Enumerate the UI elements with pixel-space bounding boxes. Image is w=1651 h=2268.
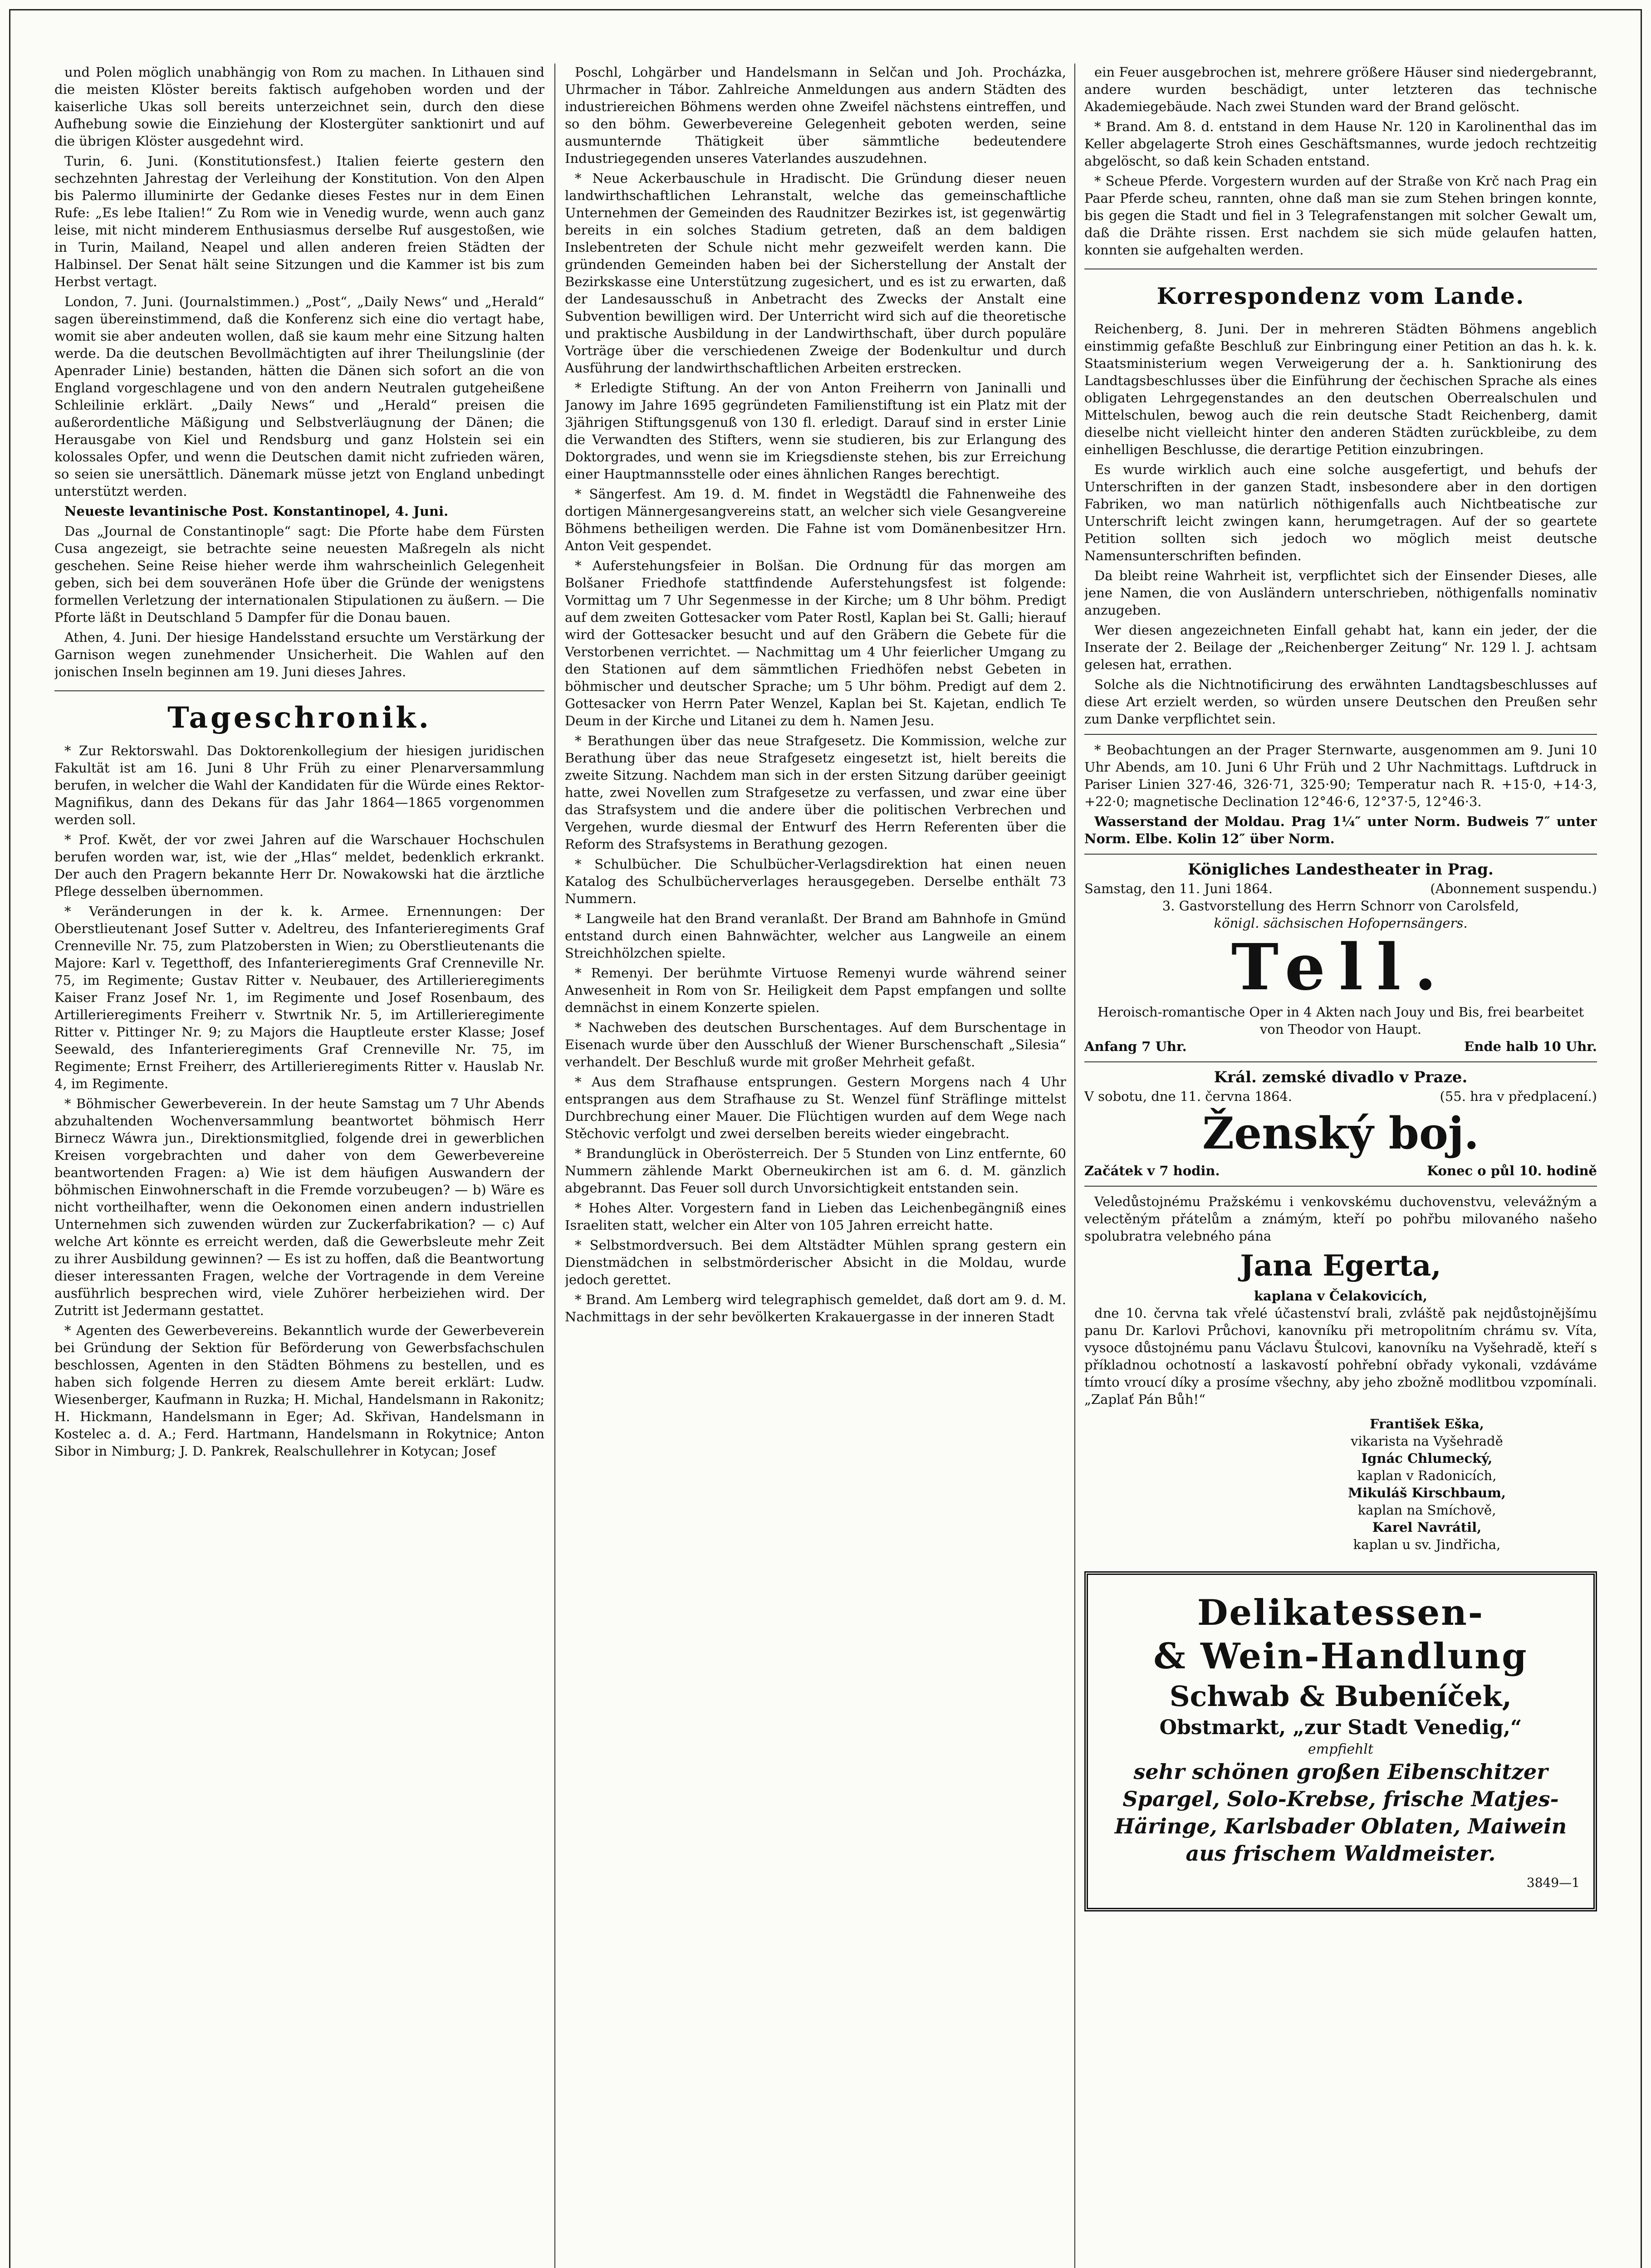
news-item: * Sängerfest. Am 19. d. M. findet in Wegstädtl die Fahnenweihe des dortigen Männergesangvereins statt, an welcher sich viele Gesangvereine Böhmens betheiligen werden. Die Fahne ist vom Domänenbesitzer Hrn. Anton Veit gespendet. [565, 486, 1066, 553]
news-item: * Scheue Pferde. Vorgestern wurden auf der Straße von Krč nach Prag ein Paar Pferde scheu, rannten, ohne daß man sie zum Stehen bringen konnte, bis gegen die Stadt und fiel in 3 Telegrafenstangen mit solcher Gewalt um, daß die Drähte rissen. Erst nachdem sie sich müde gelaufen hatten, konnten sie aufgehalten werden. [1084, 173, 1597, 258]
ad-reference: 3849—1 [1526, 1875, 1580, 1890]
article-heading: Neueste levantinische Post. Konstantinopel, 4. Juni. [64, 503, 449, 519]
news-item: * Schulbücher. Die Schulbücher-Verlagsdirektion hat einen neuen Katalog des Schulbücherverlages herausgegeben. Derselbe enthält 73 Nummern. [565, 856, 1066, 906]
divider [1084, 1061, 1597, 1062]
thanks-name: Jana Egerta, [1240, 1249, 1441, 1283]
news-item: * Veränderungen in der k. k. Armee. Ernennungen: Der Oberstlieutenant Josef Sutter v. Adeltreu, des Infanterieregiments Graf Crenneville Nr. 75, zum Platzobersten in Wien; zu Oberstlieutenants die Majore: Karl v. Tegetthoff, des Infanterieregiments Graf Crenneville Nr. 75, im Regimente; Gustav Ritter v. Neubauer, des Artillerieregiments Kaiser Franz Josef Nr. 1, im Regimente und Josef Rosenbaum, des Artillerieregiments Freiherr v. Stwrtnik Nr. 5, im Artillerieregimente Ritter v. Pittinger Nr. 9; zu Majors die Hauptleute erster Klasse; Josef Seewald, des Infanterieregiments Graf Crenneville Nr. 75, im Regimente; Ernst Freiherr, des Artillerieregiments Ritter v. Hauslab Nr. 4, im Regimente. [54, 904, 544, 1091]
news-item: * Brand. Am 8. d. entstand in dem Hause Nr. 120 in Karolinenthal das im Keller abgelagerte Stroh eines Geschäftsmannes, wurde jedoch rechtzeitig abgelöscht, so daß kein Schaden entstand. [1084, 119, 1597, 169]
advertisement [1084, 1571, 1597, 1911]
divider [1084, 734, 1597, 735]
play-title: Tell. [1231, 930, 1450, 1005]
article-reichenberg: Reichenberg, 8. Juni. Der in mehreren Städten Böhmens angeblich einstimmig gefaßte Beschluß zur Einbringung einer Petition an das h. k. k. Staatsministerium wegen Verweigerung der a. h. Sanktionirung des Landtagsbeschlusses über die Einführung der čechischen Sprache als eines obligaten Lehrgegenstandes an den deutschen Oberrealschulen und Mittelschulen, bewog auch die rein deutsche Stadt Reichenberg, damit dieselbe nicht vielleicht hinter den anderen Städten zurückbleibe, zu dem einhelligen Beschlusse, die derartige Petition einzubringen. [1084, 321, 1597, 457]
article-paragraph: Wer diesen angezeichneten Einfall gehabt hat, kann ein jeder, der die Inserate der 2. Beilage der „Reichenberger Zeitung“ Nr. 129 l. J. achtsam gelesen hat, errathen. [1084, 622, 1597, 672]
article-athen: Athen, 4. Juni. Der hiesige Handelsstand ersuchte um Verstärkung der Garnison wegen zunehmender Unsicherheit. Die Wahlen auf den jonischen Inseln beginnen am 19. Juni dieses Jahres. [54, 630, 544, 679]
ad-firm: Schwab & Bubeníček, [1169, 1680, 1512, 1713]
theater-title: Königliches Landestheater in Prag. [1188, 860, 1494, 879]
weather-observations: * Beobachtungen an der Prager Sternwarte, ausgenommen am 9. Juni 10 Uhr Abends, am 10. Juni 6 Uhr Früh und 2 Uhr Nachmittags. Luftdruck in Pariser Linien 327·46, 326·71, 325·90; Temperatur nach R. +15·0, +14·3, +22·0; magnetische Declination 12°46·6, 12°37·5, 12°46·3. [1084, 742, 1597, 809]
news-item: * Neue Ackerbauschule in Hradischt. Die Gründung dieser neuen landwirthschaftlichen Lehranstalt, welche das gemeinschaftliche Unternehmen der Gemeinden des Raudnitzer Bezirkes ist, ist gegenwärtig bereits in ein solches Stadium getreten, daß an dem baldigen Inslebentreten der Schule nicht mehr gezweifelt werden kann. Die gründenden Gemeinden haben bei der Sicherstellung der Anstalt der Bezirkskasse eine Unterstützung zugesichert, und es ist zu erwarten, daß der Landesausschuß in Anbetracht des Zwecks der Anstalt eine Subvention bewilligen wird. Der Unterricht wird sich auf die theoretische und praktische Ausbildung in der Landwirthschaft, über durch populäre Vorträge über die verschiedenen Zweige der Bodenkultur und durch Ausführung der landwirthschaftlichen Arbeiten erstrecken. [565, 171, 1066, 376]
signer: Ignác Chlumecký, [1361, 1451, 1493, 1466]
signer: Karel Navrátil, [1372, 1520, 1482, 1535]
theater-date: Samstag, den 11. Juni 1864. [1084, 881, 1273, 896]
cz-start: Začátek v 7 hodin. [1084, 1163, 1220, 1178]
news-item: Poschl, Lohgärber und Handelsmann in Selčan und Joh. Procházka, Uhrmacher in Tábor. Zahlreiche Anmeldungen aus andern Städten des industriereichen Böhmens werden ohne Zweifel nächstens eintreffen, und so den böhm. Gewerbevereine Gelegenheit geboten werden, seine ausmunternde Thätigkeit über sämmtliche bedeutendere Industriegegenden unseres Vaterlandes auszudehnen. [565, 64, 1066, 166]
news-item: * Prof. Kwět, der vor zwei Jahren auf die Warschauer Hochschulen berufen worden war, ist, wie der „Hlas“ meldet, bedenklich erkrankt. Der auch den Pragern bekannte Herr Dr. Nowakowski hat die ärztliche Pflege desselben übernommen. [54, 832, 544, 899]
news-item: * Berathungen über das neue Strafgesetz. Die Kommission, welche zur Berathung über das neue Strafgesetz eingesetzt ist, hielt bereits die zweite Sitzung. Nachdem man sich in der ersten Sitzung darüber geeinigt hatte, zwei Novellen zum Strafgesetze zu verfassen, und zwar eine über das Strafsystem und die andere über die politischen Verbrechen und Vergehen, wurde diesmal der Entwurf des Herrn Referenten über die Reform des Strafsystems in Berathung gezogen. [565, 733, 1066, 852]
news-item: * Erledigte Stiftung. An der von Anton Freiherrn von Janinalli und Janowy im Jahre 1695 gegründeten Familienstiftung ist ein Platz mit der 3jährigen Stiftungsgenuß von 130 fl. erledigt. Darauf sind in erster Linie die Verwandten des Stifters, wenn sie studieren, bis zur Erlangung des Doktorgrades, und wenn sie im Kriegsdienste stehen, bis zur Erreichung einer Hauptmannsstelle oder eines ähnlichen Ranges berechtigt. [565, 380, 1066, 482]
theater-date-row [1084, 880, 1597, 897]
divider [1084, 1186, 1597, 1187]
signer-role: kaplan na Smíchově, [1357, 1502, 1496, 1518]
divider [1084, 854, 1597, 855]
article-levant: Das „Journal de Constantinople“ sagt: Die Pforte habe dem Fürsten Cusa angezeigt, sie betrachte seine neuesten Maßregeln als nicht geschehen. Seine Reise hieher werde ihm wahrscheinlich Gelegenheit geben, sich bei dem souveränen Hofe über die Gründe der wenigstens formellen Verletzung der internationalen Stipulationen zu äußern. — Die Pforte läßt in Deutschland 5 Dampfer für die Donau bauen. [54, 523, 544, 625]
news-item: ein Feuer ausgebrochen ist, mehrere größere Häuser sind niedergebrannt, andere wurden beschädigt, unter letzteren das technische Akademiegebäude. Nach zwei Stunden ward der Brand gelöscht. [1084, 64, 1597, 114]
ad-title: Delikatessen- [1197, 1592, 1484, 1633]
ad-title: & Wein-Handlung [1153, 1636, 1528, 1677]
section-title-tageschronik: Tageschronik. [54, 690, 544, 736]
theater-abo: (Abonnement suspendu.) [1430, 881, 1597, 896]
play-times [1084, 1038, 1597, 1055]
news-item: * Selbstmordversuch. Bei dem Altstädter Mühlen sprang gestern ein Dienstmädchen in selbstmörderischer Absicht in die Moldau, wurde jedoch gerettet. [565, 1237, 1066, 1287]
column-rule [1074, 64, 1075, 2268]
column-2 [565, 64, 1066, 2268]
signer: František Eška, [1369, 1416, 1484, 1432]
article-london: London, 7. Juni. (Journalstimmen.) „Post“, „Daily News“ und „Herald“ sagen übereinstimmend, daß die Konferenz sich eine dio vertagt habe, womit sie aber andeuten wollen, daß sie kaum mehr eine Sitzung halten werde. Da die deutschen Bevollmächtigten auf ihrer Theilungslinie (der Apenrader Linie) bestanden, hätten die Dänen sich sofort an die von England vorgeschlagene und von den andern Neutralen gutgeheißene Schleilinie erklärt. „Daily News“ und „Herald“ preisen die außerordentliche Mäßigung und Selbstverläugnung der Dänen; die Herausgabe von Kiel und Rendsburg und ganz Holstein sei ein kolossales Opfer, und wenn die Deutschen damit nicht zufrieden wären, so seien sie unersättlich. Dänemark müsse jetzt von England unbedingt unterstützt werden. [54, 294, 544, 499]
water-level: Wasserstand der Moldau. Prag 1¼″ unter Norm. Budweis 7″ unter Norm. Elbe. Kolin 12″ über Norm. [1084, 814, 1597, 846]
play-description: Heroisch-romantische Oper in 4 Akten nach Jouy und Bis, frei bearbeitet von Theodor von Haupt. [1097, 1004, 1584, 1037]
signer-role: kaplan u sv. Jindřicha, [1353, 1537, 1501, 1552]
section-title-korrespondenz: Korrespondenz vom Lande. [1084, 269, 1597, 314]
news-item: * Agenten des Gewerbevereins. Bekanntlich wurde der Gewerbeverein bei Gründung der Sektion für Beförderung von Gewerbsfachschulen beschlossen, Agenten in den Städten Böhmens zu bestellen, und es haben sich folgende Herren zu diesem Amte bereit erklärt: Ludw. Wiesenberger, Kaufmann in Ruzka; H. Michal, Handelsmann in Rakonitz; H. Hickmann, Handelsmann in Eger; Ad. Skřivan, Handelsmann in Kostelec a. d. A.; Ferd. Hartmann, Handelsmann in Rokytnice; Anton Sibor in Nimburg; J. D. Pankrek, Realschullehrer in Kotycan; Josef [54, 1323, 544, 1459]
signers-list [1257, 1415, 1597, 1553]
news-item: * Brand. Am Lemberg wird telegraphisch gemeldet, daß dort am 9. d. M. Nachmittags in der sehr bevölkerten Krakauergasse in der inneren Stadt [565, 1292, 1066, 1325]
thanks-text: dne 10. června tak vřelé účastenství brali, zvláště pak nejdůstojnějšímu panu Dr. Karlovi Průchovi, kanovníku při metropolitním chrámu sv. Víta, vysoce důstojnému panu Václavu Štulcovi, kanovníku na Vyšehradě, kteří s příkladnou ochotností a laskavostí pohřební obřady vykonali, vzdáváme tímto vroucí díky a prosíme všechny, aby jeho zbožně modlitbou vzpomínali. „Zaplať Pán Bůh!“ [1084, 1305, 1597, 1407]
news-item: * Aus dem Strafhause entsprungen. Gestern Morgens nach 4 Uhr entsprangen aus dem Strafhause zu St. Wenzel fünf Sträflinge mittelst Durchbrechung einer Mauer. Die Flüchtigen wurden auf dem Wege nach Stěchovic verfolgt und zwei derselben bereits wieder eingebracht. [565, 1074, 1066, 1141]
news-item: * Hohes Alter. Vorgestern fand in Lieben das Leichenbegängniß eines Israeliten statt, welcher ein Alter von 105 Jahren erreicht hatte. [565, 1200, 1066, 1233]
theater-guest: 3. Gastvorstellung des Herrn Schnorr von Carolsfeld, [1162, 898, 1519, 914]
article-turin: Turin, 6. Juni. (Konstitutionsfest.) Italien feierte gestern den sechzehnten Jahrestag der Verleihung der Konstitution. Von den Alpen bis Palermo illuminirte der Gedanke dieses Festes nur in dem Einen Rufe: „Es lebe Italien!“ Zu Rom wie in Venedig wurde, wenn auch ganz leise, mit nicht minderem Enthusiasmus derselbe Ruf ausgestoßen, wie in Turin, Mailand, Neapel und allen anderen freien Städten der Halbinsel. Der Senat hält seine Sitzungen und die Kammer ist bis zum Herbst vertagt. [54, 153, 544, 289]
signer-role: kaplan v Radonicích, [1357, 1468, 1497, 1483]
column-3 [1084, 64, 1597, 2268]
signer: Mikuláš Kirschbaum, [1347, 1485, 1506, 1501]
ad-products: sehr schönen großen Eibenschitzer Spargel, Solo-Krebse, frische Matjes-Häringe, Karlsbader Oblaten, Maiwein aus frischem Waldmeister. [1114, 1760, 1567, 1866]
thanks-role: kaplana v Čelakovicích, [1254, 1288, 1428, 1304]
thanks-intro: Veledůstojnému Pražskému i venkovskému duchovenstvu, velevážným a velectěným přátelům a známým, kteří po pohřbu milovaného našeho spolubratra velebného pána [1084, 1194, 1597, 1244]
cz-date: V sobotu, dne 11. června 1864. [1084, 1089, 1293, 1104]
cz-times [1084, 1162, 1597, 1179]
article-paragraph: und Polen möglich unabhängig von Rom zu machen. In Lithauen sind die meisten Klöster bereits faktisch aufgehoben worden und der kaiserliche Ukas soll bereits unterzeichnet sein, durch den diese Aufhebung sowie die Einziehung der Klostergüter sanktionirt und auf die übrigen Klöster ausgedehnt wird. [54, 64, 544, 149]
column-rule [554, 64, 555, 2268]
article-paragraph: Da bleibt reine Wahrheit ist, verpflichtet sich der Einsender Dieses, alle jene Namen, die von Ausländern unterschrieben, nöthigenfalls nominativ anzugeben. [1084, 568, 1597, 618]
news-item: * Zur Rektorswahl. Das Doktorenkollegium der hiesigen juridischen Fakultät ist am 16. Juni 8 Uhr Früh zu einer Plenarversammlung berufen, in welcher die Wahl der Kandidaten für die Würde eines Rektor-Magnifikus, dann des Dekans für das Jahr 1864—1865 vorgenommen werden soll. [54, 743, 544, 827]
column-1 [54, 64, 544, 2268]
cz-date-row [1084, 1088, 1597, 1105]
news-item: * Auferstehungsfeier in Bolšan. Die Ordnung für das morgen am Bolšaner Friedhofe stattfindende Auferstehungsfest ist folgende: Vormittag um 7 Uhr Segenmesse in der Kirche; um 8 Uhr böhm. Predigt auf dem zweiten Gottesacker vom Pater Rostl, Kaplan bei St. Galli; hierauf wird der Gottesacker besucht und auf den Gräbern die Gebete für die Verstorbenen verrichtet. — Nachmittag um 4 Uhr feierlicher Umgang zu den Stationen auf dem sämmtlichen Friedhöfen nebst Gebeten in böhmischer und deutscher Sprache; um 5 Uhr böhm. Predigt auf dem 2. Gottesacker von Herrn Pater Wenzel, Kaplan bei St. Kajetan, endlich Te Deum in der Kirche und Litanei zu dem h. Namen Jesu. [565, 558, 1066, 728]
article-paragraph: Solche als die Nichtnotificirung des erwähnten Landtagsbeschlusses auf diese Art erzielt werden, so würden unsere Deutschen den Preußen sehr zum Danke verpflichtet sein. [1084, 677, 1597, 727]
theater-guest-title: königl. sächsischen Hofopernsängers. [1214, 915, 1468, 931]
article-paragraph: Es wurde wirklich auch eine solche ausgefertigt, und behufs der Unterschriften in der ganzen Stadt, insbesondere aber in den dortigen Fabriken, wo man natürlich nöthigenfalls auch Nichtbeatische zur Unterschrift leicht zwingen kann, herumgetragen. Auf der so geartete Petition sollten sich jedoch wo möglich meist deutsche Namensunterschriften befinden. [1084, 462, 1597, 563]
ad-recommends: empfiehlt [1308, 1741, 1374, 1757]
cz-theater-title: Král. zemské divadlo v Praze. [1214, 1068, 1468, 1086]
news-item: * Remenyi. Der berühmte Virtuose Remenyi wurde während seiner Anwesenheit in Rom von Sr. Heiligkeit dem Papst empfangen und sollte demnächst in einem Konzerte spielen. [565, 965, 1066, 1015]
cz-abo: (55. hra v předplacení.) [1440, 1089, 1597, 1104]
signer-role: vikarista na Vyšehradě [1351, 1433, 1503, 1449]
play-start: Anfang 7 Uhr. [1084, 1039, 1187, 1054]
news-item: * Böhmischer Gewerbeverein. In der heute Samstag um 7 Uhr Abends abzuhaltenden Wochenversammlung beantwortet böhmisch Herr Birnecz Wáwra jun., Direktionsmitglied, folgende drei in gewerblichen Kreisen vorgebrachten und daher von dem Gewerbevereine beantwortenden Fragen: a) Wie ist dem häufigen Auswandern der böhmischen Einwohnerschaft in die Fremde vorzubeugen? — b) Wäre es nicht vortheilhafter, wenn die Oekonomen einen andern industriellen Unternehmen sich zuwenden würden zur Zuckerfabrikation? — c) Auf welche Art könnte es erreicht werden, daß die Gewerbsleute mehr Zeit zu ihrer Ausbildung gewinnen? — Es ist zu hoffen, daß die Beantwortung dieser interessanten Fragen, welche der Vortragende in dem Vereine ausführlich besprechen wird, viele Zuhörer herbeiziehen wird. Der Zutritt ist Jedermann gestattet. [54, 1096, 544, 1318]
play-end: Ende halb 10 Uhr. [1464, 1039, 1597, 1054]
news-item: * Nachweben des deutschen Burschentages. Auf dem Burschentage in Eisenach wurde über den Ausschluß der Wiener Burschenschaft „Silesia“ verhandelt. Der Beschluß wurde mit großer Mehrheit gefaßt. [565, 1020, 1066, 1070]
ad-location: Obstmarkt, „zur Stadt Venedig,“ [1159, 1716, 1522, 1739]
news-item: * Langweile hat den Brand veranlaßt. Der Brand am Bahnhofe in Gmünd entstand durch einen Bahnwächter, welcher aus Langweile an einem Streichhölzchen spielte. [565, 911, 1066, 961]
news-item: * Brandunglück in Oberösterreich. Der 5 Stunden von Linz entfernte, 60 Nummern zählende Markt Oberneukirchen ist am 6. d. M. gänzlich abgebrannt. Das Feuer soll durch Unvorsichtigkeit entstanden sein. [565, 1146, 1066, 1196]
cz-end: Konec o půl 10. hodině [1427, 1163, 1597, 1178]
cz-play-title: Ženský boj. [1202, 1108, 1480, 1159]
